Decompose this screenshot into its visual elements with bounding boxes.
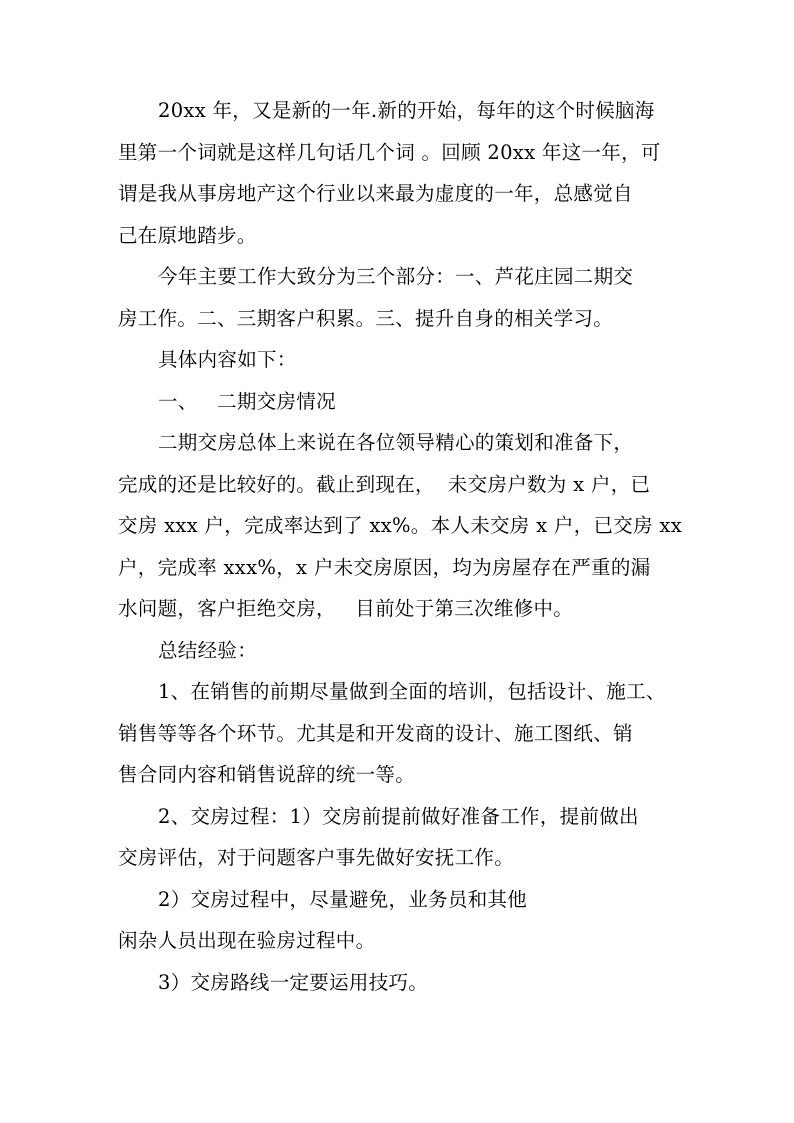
paragraph-handover-line-3: 交房 xxx 户，完成率达到了 xx%。本人未交房 x 户，已交房 xx [118,514,682,537]
list-item-2-line-2: 交房评估，对于问题客户事先做好安抚工作。 [118,846,515,869]
list-item-2-2-line-1: 2）交房过程中，尽量避免，业务员和其他 [158,887,528,911]
paragraph-intro-line-4: 己在原地踏步。 [118,223,257,247]
paragraph-handover-line-1: 二期交房总体上来说在各位领导精心的策划和准备下， [158,431,634,454]
list-item-1-line-1: 1、在销售的前期尽量做到全面的培训，包括设计、施工、 [158,680,666,703]
paragraph-details-heading: 具体内容如下： [158,348,297,371]
paragraph-intro-line-2: 里第一个词就是这样几句话几个词 。回顾 20xx 年这一年，可 [118,140,661,164]
paragraph-handover-line-5: 水问题，客户拒绝交房， 目前处于第三次维修中。 [118,597,574,620]
list-item-2-line-1: 2、交房过程：1）交房前提前做好准备工作，提前做出 [158,804,639,828]
paragraph-intro-line-1: 20xx 年，又是新的一年.新的开始，每年的这个时候脑海 [158,99,655,122]
paragraph-handover-line-2: 完成的还是比较好的。截止到现在， 未交房户数为 x 户，已 [118,472,651,496]
list-item-2-3-line-1: 3）交房路线一定要运用技巧。 [158,970,429,994]
document-body [118,90,688,1003]
list-item-1-line-3: 售合同内容和销售说辞的统一等。 [118,763,416,786]
paragraph-handover-line-4: 户，完成率 xxx%，x 户未交房原因，均为房屋存在严重的漏 [118,555,651,579]
list-item-2-2-line-2: 闲杂人员出现在验房过程中。 [118,929,376,952]
paragraph-main-work-line-1: 今年主要工作大致分为三个部分：一、芦花庄园二期交 [158,265,634,288]
section-heading-experience: 总结经验： [158,638,258,662]
paragraph-intro-line-3: 谓是我从事房地产这个行业以来最为虚度的一年，总感觉自 [118,182,633,205]
list-item-1-line-2: 销售等等各个环节。尤其是和开发商的设计、施工图纸、销 [118,721,633,745]
section-heading-handover: 一、 二期交房情况 [158,389,336,413]
paragraph-main-work-line-2: 房工作。二、三期客户积累。三、提升自身的相关学习。 [118,306,614,330]
